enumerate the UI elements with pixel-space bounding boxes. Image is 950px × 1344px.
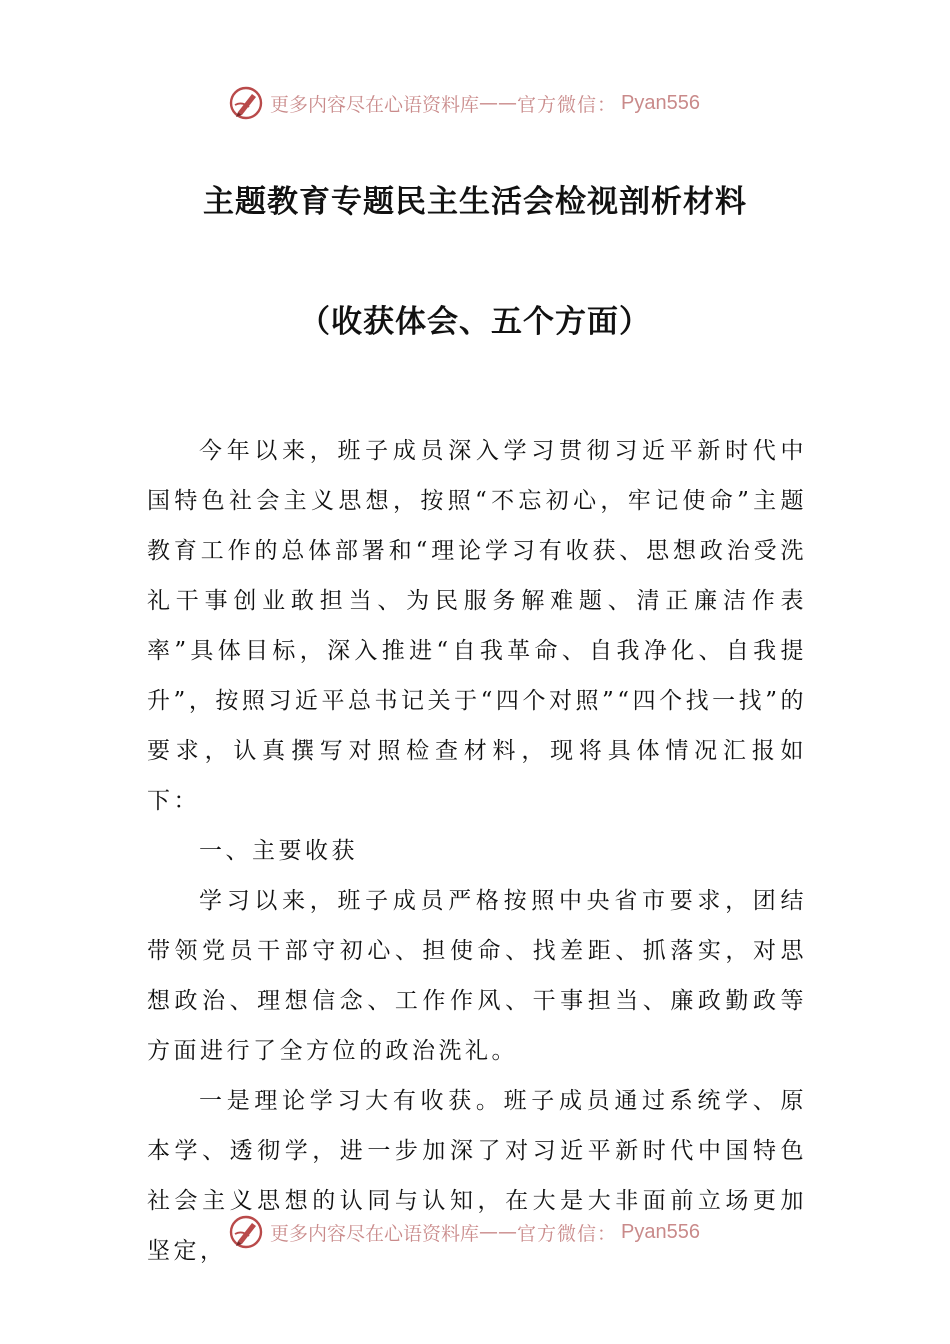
pen-logo-icon <box>228 85 264 121</box>
watermark-wechat-id: Pyan556 <box>621 1220 700 1243</box>
watermark-label: 官方微信： <box>517 1222 618 1245</box>
document-subtitle: （收获体会、五个方面） <box>299 304 651 340</box>
document-body <box>147 426 807 1276</box>
watermark-wechat-id: Pyan556 <box>621 91 700 114</box>
paragraph-intro: 今年以来，班子成员深入学习贯彻习近平新时代中国特色社会主义思想，按照“不忘初心，牢记使命”主题教育工作的总体部署和“理论学习有收获、思想政治受洗礼干事创业敢担当、为民服务解难题、清正廉洁作表率”具体目标，深入推进“自我革命、自我净化、自我提升”，按照习近平总书记关于“四个对照”“四个找一找”的要求，认真撰写对照检查材料，现将具体情况汇报如下： <box>147 438 807 814</box>
watermark-label: 官方微信： <box>517 93 618 116</box>
watermark-separator: —— <box>479 92 518 114</box>
paragraph-gains-overview: 学习以来，班子成员严格按照中央省市要求，团结带领党员干部守初心、担使命、找差距、抓落实，对思想政治、理想信念、工作作风、干事担当、廉政勤政等方面进行了全方位的政治洗礼。 <box>147 888 807 1064</box>
section-heading-main-gains: 一、主要收获 <box>199 838 358 864</box>
paragraph-theory-study: 一是理论学习大有收获。班子成员通过系统学、原本学、透彻学，进一步加深了对习近平新时代中国特色社会主义思想的认同与认知，在大是大非面前立场更加坚定， <box>147 1088 807 1264</box>
watermark-separator: —— <box>479 1221 518 1243</box>
watermark-banner-top <box>228 83 700 123</box>
watermark-banner-bottom <box>228 1212 700 1252</box>
watermark-text: 更多内容尽在心语资料库 <box>270 1222 480 1245</box>
pen-logo-icon <box>228 1214 264 1250</box>
watermark-text: 更多内容尽在心语资料库 <box>270 93 480 116</box>
document-title: 主题教育专题民主生活会检视剖析材料 <box>203 184 747 220</box>
